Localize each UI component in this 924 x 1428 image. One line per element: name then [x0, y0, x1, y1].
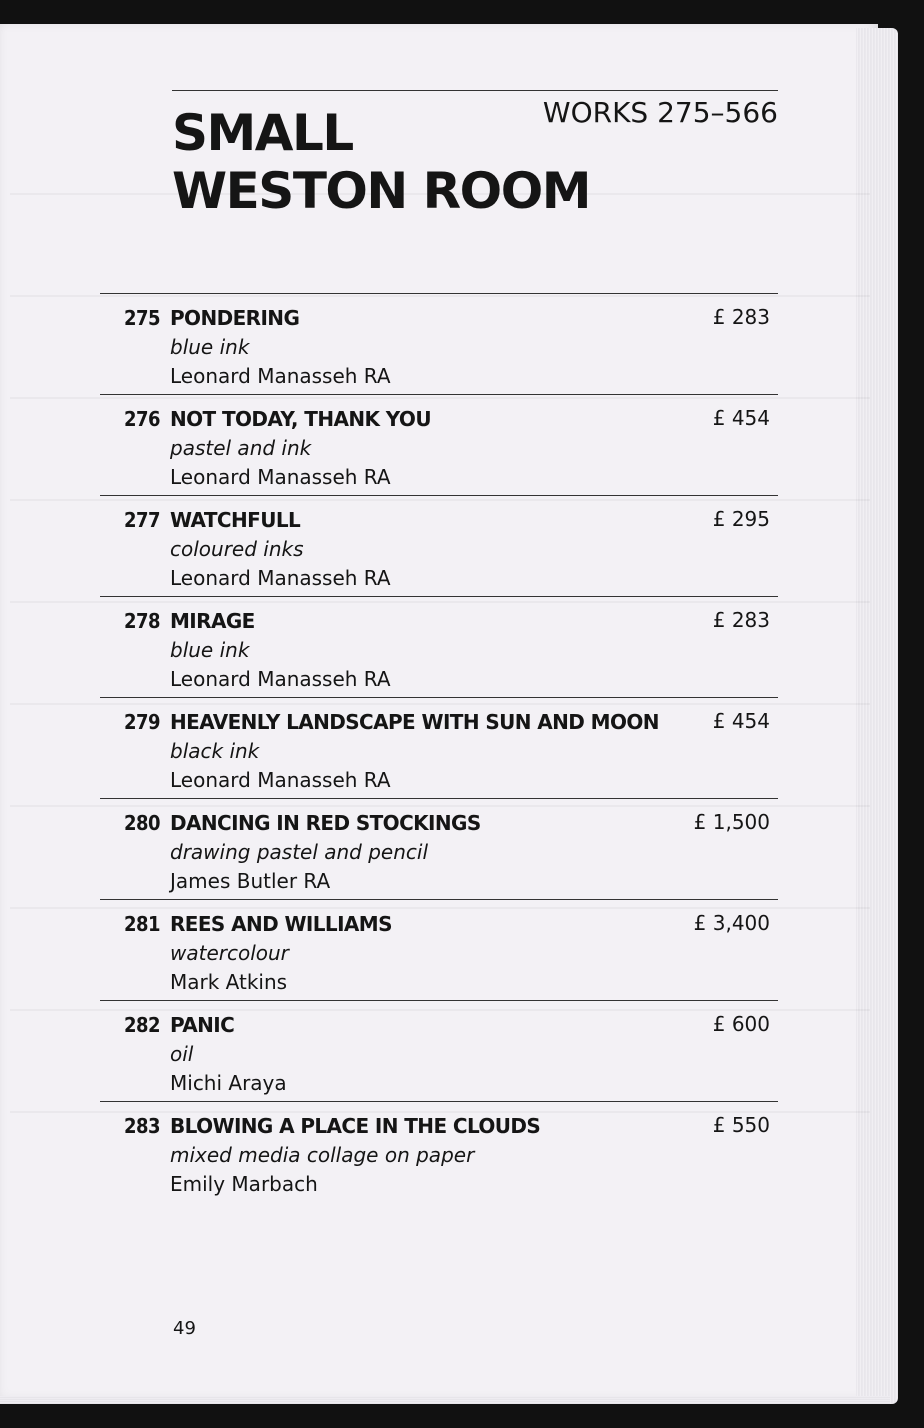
room-title	[172, 104, 590, 220]
entry-artist: Leonard Manasseh RA	[170, 667, 391, 691]
catalogue-entry	[100, 697, 778, 798]
page-number: 49	[173, 1318, 196, 1339]
entry-title: MIRAGE	[170, 609, 255, 633]
entry-medium: blue ink	[170, 638, 250, 662]
entry-medium: oil	[170, 1042, 194, 1066]
entry-medium: coloured inks	[170, 537, 304, 561]
entry-title: REES AND WILLIAMS	[170, 912, 392, 936]
entry-number: 277	[123, 508, 160, 532]
entry-number: 278	[123, 609, 160, 633]
entry-medium: pastel and ink	[170, 436, 312, 460]
entry-title: PANIC	[170, 1013, 235, 1037]
catalogue-entries	[100, 293, 778, 1202]
catalogue-entry	[100, 899, 778, 1000]
entry-artist: Leonard Manasseh RA	[170, 364, 391, 388]
entry-artist: Emily Marbach	[170, 1172, 318, 1196]
header-rule	[172, 90, 778, 91]
entry-medium: blue ink	[170, 335, 250, 359]
entry-number: 282	[123, 1013, 160, 1037]
entry-medium: drawing pastel and pencil	[170, 840, 429, 864]
entry-artist: Leonard Manasseh RA	[170, 566, 391, 590]
entry-price: £ 454	[712, 709, 770, 733]
entry-number: 275	[123, 306, 160, 330]
entry-artist: Leonard Manasseh RA	[170, 465, 391, 489]
entry-artist: James Butler RA	[170, 869, 331, 893]
entry-title: DANCING IN RED STOCKINGS	[170, 811, 481, 835]
page-edge	[856, 28, 898, 1404]
room-title-line2: WESTON ROOM	[172, 162, 590, 220]
entry-price: £ 295	[712, 507, 770, 531]
entry-number: 283	[123, 1114, 160, 1138]
entry-price: £ 600	[712, 1012, 770, 1036]
entry-price: £ 550	[712, 1113, 770, 1137]
entry-artist: Leonard Manasseh RA	[170, 768, 391, 792]
entry-price: £ 454	[712, 406, 770, 430]
entry-price: £ 283	[712, 608, 770, 632]
entry-artist: Michi Araya	[170, 1071, 287, 1095]
entry-number: 279	[123, 710, 160, 734]
catalogue-entry	[100, 596, 778, 697]
entry-title: BLOWING A PLACE IN THE CLOUDS	[170, 1114, 541, 1138]
entry-title: PONDERING	[170, 306, 300, 330]
entry-title: NOT TODAY, THANK YOU	[170, 407, 431, 431]
entry-title: WATCHFULL	[170, 508, 301, 532]
catalogue-entry	[100, 1101, 778, 1202]
entry-number: 281	[123, 912, 160, 936]
works-range: WORKS 275–566	[542, 96, 778, 129]
catalogue-entry	[100, 495, 778, 596]
entry-title: HEAVENLY LANDSCAPE WITH SUN AND MOON	[170, 710, 659, 734]
catalogue-entry	[100, 394, 778, 495]
entry-medium: black ink	[170, 739, 260, 763]
catalogue-entry	[100, 798, 778, 899]
entry-price: £ 1,500	[693, 810, 770, 834]
entry-number: 276	[123, 407, 160, 431]
entry-medium: mixed media collage on paper	[170, 1143, 475, 1167]
catalogue-entry	[100, 293, 778, 394]
entry-artist: Mark Atkins	[170, 970, 288, 994]
page-bottom-edge	[0, 1396, 890, 1404]
entry-number: 280	[123, 811, 160, 835]
entry-medium: watercolour	[170, 941, 289, 965]
entry-price: £ 3,400	[693, 911, 770, 935]
entry-price: £ 283	[712, 305, 770, 329]
catalogue-entry	[100, 1000, 778, 1101]
room-title-line1: SMALL	[172, 104, 353, 162]
